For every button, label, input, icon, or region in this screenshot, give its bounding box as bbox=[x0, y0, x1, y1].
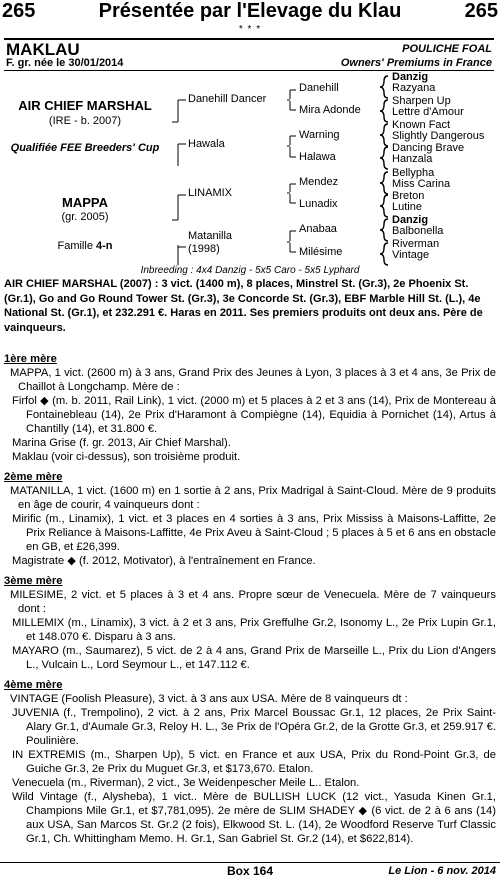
sire-origin: (IRE - b. 2007) bbox=[48, 115, 122, 127]
horse-name: MAKLAU bbox=[6, 40, 80, 59]
fourth-dam-produce-4: Wild Vintage (f., Alysheba), 1 vict.. Mère de BULLISH LUCK (12 vict., Yasuda Kinen Gr.1, Champions Mile Gr.1, et $7,781,095). 2e mère de SLIM SHADEY ◆ (6 vict. de 2 à 6 ans (14) aux USA, San Marcos St. Gr.2 (2 fois), Elkwood St. L. (14), 2e Woodford Reserve Turf Classic Gr.1, Ch. Whittingham Memo. H. Gr.1, San Gabriel St. Gr.2 (14), et $622,814). bbox=[12, 791, 496, 845]
sire-summary: AIR CHIEF MARSHAL (2007) : 3 vict. (1400 m), 8 places, Minstrel St. (Gr.3), 2e Phoenix St. (Gr.1), Go and Go Round Tower St. (Gr.3), 3e Concorde St. (Gr.3), EBF Marble Hill St. (L.), 4e National St. (Gr.1), et 232.291 €. Haras en 2011. Ses premiers produits ont deux ans. Père de vainqueurs. bbox=[4, 278, 483, 334]
g3-6: Slightly Dangerous bbox=[392, 130, 485, 142]
page-footer bbox=[0, 862, 500, 879]
second-dam-produce-2: Magistrate ◆ (f. 2012, Motivator), à l'entraînement en France. bbox=[12, 555, 316, 567]
fourth-dam-produce-2: IN EXTREMIS (m., Sharpen Up), 5 vict. en France et aux USA, Prix du Rond-Point Gr.3, de Guiche Gr.3, 2e Prix du Muguet Gr.3, et $173,670. Etalon. bbox=[12, 749, 496, 775]
pedigree-tree bbox=[0, 70, 500, 270]
first-dam-produce-2: Marina Grise (f. gr. 2013, Air Chief Marshal). bbox=[12, 437, 231, 449]
third-dam-produce-2: MAYARO (m., Saumarez), 5 vict. de 2 à 4 ans, Grand Prix de Marseille L., Prix du Lion d'Angers L., Vulcain L., Lord Seymour L., et 147.112 €. bbox=[12, 645, 496, 671]
owners-premiums: Owners' Premiums in France bbox=[340, 57, 492, 69]
g2-2: Mira Adonde bbox=[299, 104, 361, 116]
header-stars: * * * bbox=[238, 24, 262, 35]
page-title: Présentée par l'Elevage du Klau bbox=[98, 0, 402, 22]
inbreeding-note: Inbreeding : 4x4 Danzig - 5x5 Caro - 5x5 Lyphard bbox=[140, 265, 360, 276]
dam-family bbox=[0, 240, 170, 252]
first-dam-entry: MAPPA, 1 vict. (2600 m) à 3 ans, Grand Prix des Jeunes à Lyon, 3 places à 3 et 4 ans, 3e Prix de Chaillot à Longchamp. Mère de : bbox=[10, 367, 496, 393]
horse-box bbox=[4, 38, 494, 71]
g3-9: Bellypha bbox=[392, 167, 435, 179]
first-dam-produce-3: Maklau (voir ci-dessus), son troisième produit. bbox=[12, 451, 241, 463]
section-4eme-mere: 4ème mère bbox=[4, 679, 63, 691]
second-dam-produce-1: Mirific (m., Linamix), 1 vict. et 3 places en 4 sorties à 3 ans, Prix Mississ à Maisons-Laffitte, 2e Prix Reliance à Maisons-Laffitte, 4e Prix Aveu à Saint-Cloud ; 5 places à 5 et 6 ans en obstacle en GB, et £26,399. bbox=[12, 513, 496, 553]
g3-1: Danzig bbox=[392, 71, 429, 83]
g3-7: Dancing Brave bbox=[392, 142, 465, 154]
g2-8: Milésime bbox=[299, 246, 343, 258]
g2-3: Warning bbox=[299, 129, 340, 141]
sire-name: AIR CHIEF MARSHAL bbox=[18, 98, 152, 113]
g3-2: Razyana bbox=[392, 82, 436, 94]
third-dam-entry: MILESIME, 2 vict. et 5 places à 3 et 4 ans. Propre sœur de Venecuela. Mère de 7 vainqueurs dont : bbox=[10, 589, 496, 615]
second-dam-entry: MATANILLA, 1 vict. (1600 m) en 1 sortie à 2 ans, Prix Madrigal à Saint-Cloud. Mère de 9 produits en âge de courir, 4 vainqueurs dont : bbox=[10, 485, 496, 511]
g3-15: Riverman bbox=[392, 238, 440, 250]
third-dam-produce-1: MILLEMIX (m., Linamix), 3 vict. à 2 et 3 ans, Prix Greffulhe Gr.2, Isonomy L., 2e Prix Lupin Gr.1, et 148.070 €. Disparu à 3 ans. bbox=[12, 617, 496, 643]
dam-origin: (gr. 2005) bbox=[61, 211, 109, 223]
g2-4: Halawa bbox=[299, 151, 336, 163]
section-3eme-mere: 3ème mère bbox=[4, 575, 63, 587]
g3-10: Miss Carina bbox=[392, 178, 451, 190]
g3-4: Lettre d'Amour bbox=[392, 106, 464, 118]
section-2eme-mere: 2ème mère bbox=[4, 471, 63, 483]
g3-12: Lutine bbox=[392, 201, 422, 213]
box-number: Box 164 bbox=[226, 864, 274, 878]
g1-sire-sire: Danehill Dancer bbox=[188, 93, 267, 105]
g3-5: Known Fact bbox=[392, 119, 451, 131]
g3-16: Vintage bbox=[392, 249, 430, 261]
fourth-dam-produce-3: Venecuela (m., Riverman), 2 vict., 3e Weidenpescher Meile L.. Etalon. bbox=[12, 777, 360, 789]
page-header bbox=[0, 0, 500, 26]
g2-1: Danehill bbox=[299, 82, 339, 94]
horse-birth: F. gr. née le 30/01/2014 bbox=[6, 57, 124, 69]
g1-dam-dam: Matanilla bbox=[188, 230, 233, 242]
sire-note: Qualifiée FEE Breeders' Cup bbox=[10, 142, 160, 154]
g2-7: Anabaa bbox=[299, 223, 337, 235]
dam-line-body bbox=[4, 346, 496, 846]
g3-3: Sharpen Up bbox=[392, 95, 451, 107]
g3-8: Hanzala bbox=[392, 153, 433, 165]
page-number-left: 265 bbox=[2, 0, 36, 22]
horse-sex: POULICHE FOAL bbox=[402, 43, 492, 55]
fourth-dam-entry: VINTAGE (Foolish Pleasure), 3 vict. à 3 ans aux USA. Mère de 8 vainqueurs dt : bbox=[10, 693, 408, 705]
g1-sire-dam: Hawala bbox=[188, 138, 225, 150]
g1-dam-dam-year: (1998) bbox=[188, 243, 220, 255]
family-number: 4-n bbox=[96, 240, 113, 252]
first-dam-produce-1: Firfol ◆ (m. b. 2011, Rail Link), 1 vict. (2000 m) et 5 places à 2 et 3 ans (14), Prix de Montereau à Fontainebleau (14), 2e Prix d'Haramont à Compiègne (14), Equidia à Pornichet (14), Artus à Chantilly (14), et 31.800 €. bbox=[12, 395, 496, 435]
dam-name: MAPPA bbox=[62, 195, 108, 210]
section-1ere-mere: 1ère mère bbox=[4, 353, 57, 365]
g3-14: Balbonella bbox=[392, 225, 444, 237]
family-label: Famille bbox=[57, 240, 96, 252]
page-number-right: 265 bbox=[464, 0, 498, 22]
g3-11: Breton bbox=[392, 190, 425, 202]
sale-location-date: Le Lion - 6 nov. 2014 bbox=[388, 865, 496, 877]
g3-13: Danzig bbox=[392, 214, 429, 226]
g2-6: Lunadix bbox=[299, 198, 338, 210]
g2-5: Mendez bbox=[299, 176, 339, 188]
g1-dam-sire: LINAMIX bbox=[188, 187, 233, 199]
fourth-dam-produce-1: JUVENIA (f., Trempolino), 2 vict. à 2 ans, Prix Marcel Boussac Gr.1, 12 places, 2e Prix Saint-Alary Gr.1, d'Aumale Gr.3, Reloy H. L., 3e Prix de l'Opéra Gr.2, de la Grotte Gr.3, et 259.917 €. Poulinière. bbox=[12, 707, 496, 747]
